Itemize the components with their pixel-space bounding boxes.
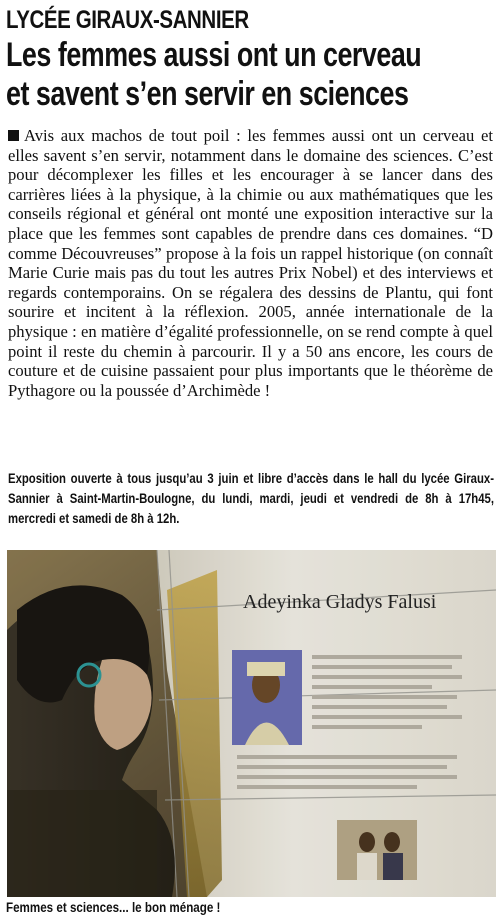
headline-line-2: et savent s’en servir en sciences bbox=[6, 75, 409, 113]
article-photo bbox=[7, 550, 496, 897]
exhibition-info: Exposition ouverte à tous jusqu’au 3 juin et libre d’accès dans le hall du lycée Giraux-Sannier à Saint-Martin-Boulogne, du lundi, mardi, jeudi et vendredi de 8h à 17h45, mercredi et samedi de 8h à 12h. bbox=[8, 470, 494, 526]
photo-illustration bbox=[7, 550, 496, 897]
article-body-text: Avis aux machos de tout poil : les femmes aussi ont un cerveau et elles savent s’en servir, notamment dans le domaine des sciences. C’est pour décomplexer les filles et les encourager à se lancer dans des carrières liées à la physique, à la chimie ou aux mathématiques que les conseils régional et général ont monté une exposition interactive sur la place que les femmes sont capables de prendre dans ces domaines. “D comme Découvreuses” propose à la fois un rappel historique (on connaît Marie Curie mais pas du tout les autres Prix Nobel) et des interviews et regards contemporains. On se régalera des dessins de Plantu, qui font sourire et incitent à la réflexion. 2005, année internationale de la physique : en matière d’égalité professionnelle, on se rend compte à quel point il reste du chemin à parcourir. Il y a 50 ans encore, les cours de couture et de cuisine passaient pour plus importants que le théorème de Pythagore ou la poussée d’Archimède ! bbox=[8, 126, 493, 400]
photo-caption: Femmes et sciences... le bon ménage ! bbox=[6, 899, 221, 915]
bullet-square-icon bbox=[8, 130, 19, 141]
poster-name-label: Adeyinka Gladys Falusi bbox=[243, 591, 437, 613]
article-headline bbox=[6, 36, 480, 114]
article-kicker: LYCÉE GIRAUX-SANNIER bbox=[6, 6, 249, 34]
headline-line-1: Les femmes aussi ont un cerveau bbox=[6, 36, 422, 74]
article-body bbox=[8, 126, 493, 400]
